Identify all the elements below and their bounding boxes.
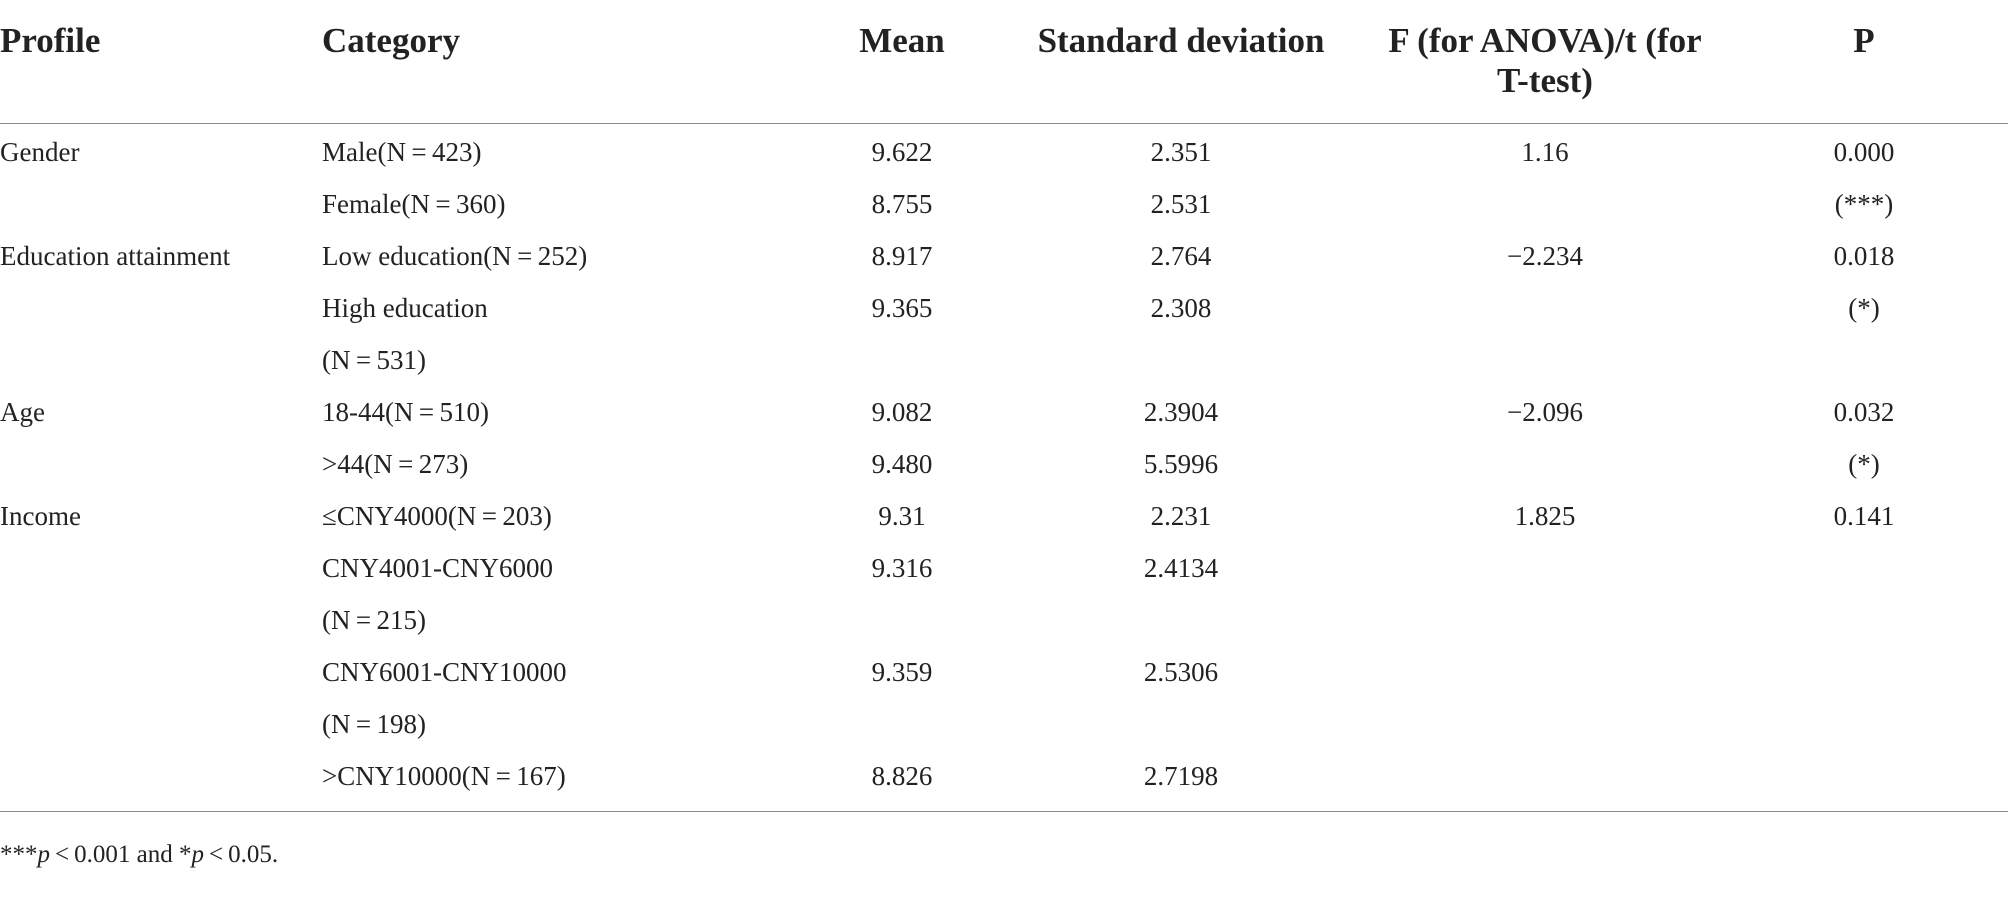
table-row [0,490,2008,542]
cell-sd [992,334,1370,386]
cell-profile [0,438,322,490]
cell-mean: 8.826 [812,750,992,812]
table-row [0,124,2008,179]
cell-sd: 2.4134 [1143,553,1219,583]
cell-sd: 2.7198 [992,750,1370,812]
cell-mean [812,334,992,386]
cell-p [1720,334,2008,386]
cell-sd: 5.5996 [1143,449,1219,479]
header-f-line2: T-test) [1497,61,1593,100]
table-row [0,230,2008,282]
cell-profile [0,282,322,334]
cell-p [1720,750,2008,812]
footnote-p-symbol: p [37,841,50,868]
footnote-stars: *** [0,841,38,868]
cell-mean [812,698,992,750]
cell-sd: 2.531 [1150,189,1212,219]
cell-sd: 2.764 [1150,241,1212,271]
table-row [0,594,2008,646]
header-f-line1: F (for ANOVA)/t (for [1388,21,1702,60]
cell-category: Low education(N = 252) [322,241,588,271]
cell-category: ≤CNY4000(N = 203) [322,501,552,531]
cell-category: >44(N = 273) [322,449,469,479]
cell-f [1370,646,1720,698]
cell-profile: Gender [0,137,80,167]
cell-f [1370,594,1720,646]
table-row [0,698,2008,750]
cell-profile [0,646,322,698]
cell-mean: 9.365 [871,293,933,323]
cell-f: 1.825 [1514,501,1576,531]
cell-mean [812,594,992,646]
cell-mean: 9.622 [871,137,933,167]
cell-p: (*) [1848,293,1880,323]
header-p: P [1720,0,2008,124]
cell-sd: 2.5306 [1143,657,1219,687]
cell-p: 0.032 [1833,397,1895,427]
cell-f [1370,178,1720,230]
cell-f [1370,698,1720,750]
cell-f [1370,542,1720,594]
table-row [0,386,2008,438]
footnote-condition-1: < 0.001 and * [50,841,192,868]
cell-category: High education [322,293,488,323]
table-row [0,282,2008,334]
cell-profile [0,594,322,646]
cell-sd [992,698,1370,750]
cell-category: (N = 198) [322,709,427,739]
header-row [0,0,2008,124]
cell-mean: 9.31 [878,501,926,531]
cell-profile: Education attainment [0,241,231,271]
cell-category: CNY6001-CNY10000 [322,657,567,687]
cell-p [1720,594,2008,646]
cell-category: Male(N = 423) [322,137,482,167]
table-body [0,124,2008,812]
cell-mean: 8.917 [871,241,933,271]
cell-category: (N = 215) [322,605,427,635]
cell-f [1370,750,1720,812]
cell-p: 0.018 [1833,241,1895,271]
cell-profile: Income [0,501,81,531]
cell-f [1370,438,1720,490]
table-footnote [0,838,278,872]
cell-profile: Age [0,397,45,427]
cell-sd: 2.3904 [1143,397,1219,427]
cell-sd: 2.231 [1150,501,1212,531]
cell-mean: 9.316 [871,553,933,583]
table-row [0,646,2008,698]
cell-category: (N = 531) [322,345,427,375]
cell-mean: 9.082 [871,397,933,427]
header-f-t-statistic [1370,0,1720,124]
cell-category: Female(N = 360) [322,189,506,219]
cell-f [1370,334,1720,386]
cell-category: 18-44(N = 510) [322,397,490,427]
cell-p: (***) [1834,189,1894,219]
cell-f: 1.16 [1521,137,1569,167]
cell-f [1370,282,1720,334]
table-row [0,750,2008,812]
cell-p: (*) [1848,449,1880,479]
cell-profile [0,698,322,750]
cell-category: CNY4001-CNY6000 [322,553,554,583]
cell-profile [0,178,322,230]
footnote-p-symbol-2: p [191,841,204,868]
cell-p: 0.000 [1833,137,1895,167]
cell-p [1720,646,2008,698]
cell-f: −2.234 [1507,241,1583,271]
cell-profile [0,542,322,594]
cell-sd: 2.351 [1150,137,1212,167]
cell-mean: 8.755 [871,189,933,219]
table-row [0,334,2008,386]
cell-f: −2.096 [1507,397,1583,427]
header-standard-deviation: Standard deviation [992,0,1370,124]
header-profile: Profile [0,0,322,124]
table-row [0,178,2008,230]
cell-p [1720,698,2008,750]
table-row [0,542,2008,594]
table-row [0,438,2008,490]
header-mean: Mean [812,0,992,124]
cell-profile [0,750,322,812]
cell-sd: 2.308 [1150,293,1212,323]
table-header [0,0,2008,124]
cell-profile [0,334,322,386]
cell-mean: 9.480 [871,449,933,479]
cell-p: 0.141 [1833,501,1895,531]
cell-p [1720,542,2008,594]
cell-sd [992,594,1370,646]
header-category: Category [322,0,812,124]
cell-category: >CNY10000(N = 167) [322,750,812,812]
footnote-condition-2: < 0.05. [203,841,279,868]
cell-mean: 9.359 [871,657,933,687]
